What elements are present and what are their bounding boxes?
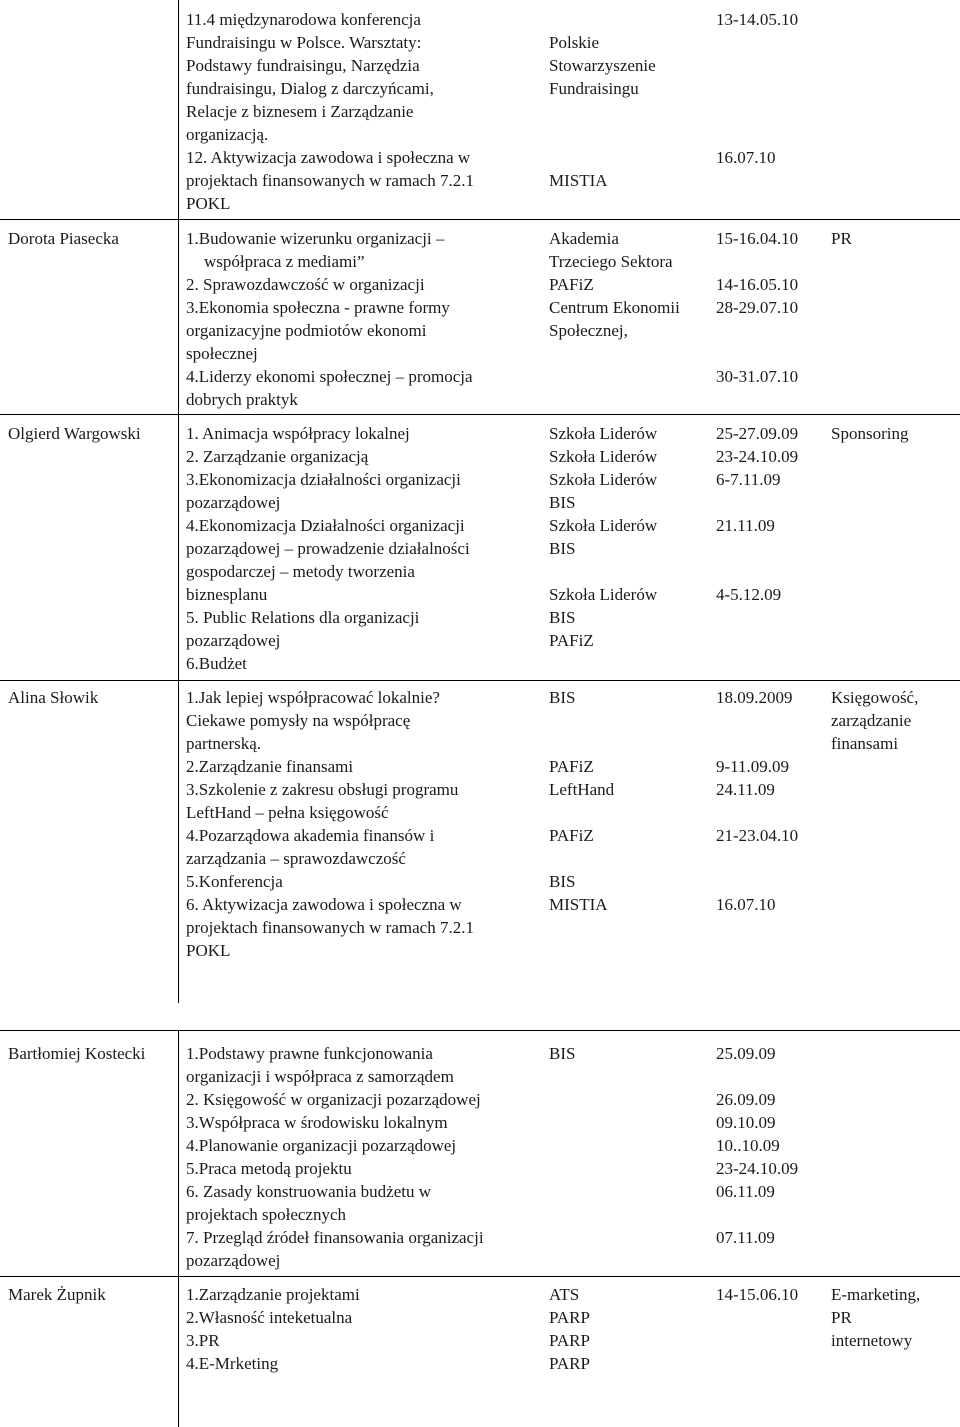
organizers: Akademia Trzeciego Sektora PAFiZ Centrum Ekonomii Społecznej, bbox=[549, 229, 680, 340]
organizers: Polskie Stowarzyszenie Fundraisingu MISTIA bbox=[549, 33, 656, 190]
grid-line bbox=[0, 680, 960, 681]
person-name: Bartłomiej Kostecki bbox=[8, 1044, 146, 1063]
training-topics: 1. Animacja współpracy lokalnej 2. Zarządzanie organizacją 3.Ekonomizacja działalności organizacji pozarządowej 4.Ekonomizacja Działalności organizacji pozarządowej – prowadzenie działalności gospodarczej – metody tworzenia biznesplanu 5. Public Relations dla organizacji pozarządowej 6.Budżet bbox=[186, 424, 470, 673]
grid-line bbox=[178, 0, 179, 1003]
topic-line: współpraca z mediami” bbox=[204, 252, 365, 271]
training-dates: 14-15.06.10 bbox=[716, 1285, 799, 1304]
grid-line bbox=[0, 1030, 960, 1031]
training-dates: 13-14.05.10 16.07.10 bbox=[716, 10, 799, 167]
grid-line bbox=[178, 1030, 179, 1427]
training-dates: 18.09.2009 9-11.09.09 24.11.09 21-23.04.10 16.07.10 bbox=[716, 688, 799, 914]
organizers: BIS bbox=[549, 1044, 576, 1063]
specialty: E-marketing, PR internetowy bbox=[831, 1285, 921, 1350]
training-topics: 1.Podstawy prawne funkcjonowania organizacji i współpraca z samorządem 2. Księgowość w organizacji pozarządowej 3.Współpraca w środowisku lokalnym 4.Planowanie organizacji pozarządowej 5.Praca metodą projektu 6. Zasady konstruowania budżetu w projektach społecznych 7. Przegląd źródeł finansowania organizacji pozarządowej bbox=[186, 1044, 484, 1270]
grid-line bbox=[0, 1276, 960, 1277]
training-topics: 1.Zarządzanie projektami 2.Własność inteketualna 3.PR 4.E-Mrketing bbox=[186, 1285, 360, 1373]
person-name: Alina Słowik bbox=[8, 688, 99, 707]
specialty: Sponsoring bbox=[831, 424, 909, 443]
training-dates: 15-16.04.10 14-16.05.10 28-29.07.10 30-31.07.10 bbox=[716, 229, 799, 386]
specialty: Księgowość, zarządzanie finansami bbox=[831, 688, 919, 753]
training-dates: 25-27.09.09 23-24.10.09 6-7.11.09 21.11.09 4-5.12.09 bbox=[716, 424, 799, 604]
person-name: Dorota Piasecka bbox=[8, 229, 119, 248]
training-topics: 1.Budowanie wizerunku organizacji – współpraca z mediami” 2. Sprawozdawczość w organizacji 3.Ekonomia społeczna - prawne formy organizacyjne podmiotów ekonomi społecznej 4.Liderzy ekonomi społecznej – promocja dobrych praktyk bbox=[186, 229, 473, 409]
organizers: Szkoła Liderów Szkoła Liderów Szkoła Liderów BIS Szkoła Liderów BIS Szkoła Liderów BIS PAFiZ bbox=[549, 424, 658, 650]
training-topics: 11.4 międzynarodowa konferencja Fundraisingu w Polsce. Warsztaty: Podstawy fundraisingu, Narzędzia fundraisingu, Dialog z darczyńcami, Relacje z biznesem i Zarządzanie organizacją. 12. Aktywizacja zawodowa i społeczna w projektach finansowanych w ramach 7.2.1 POKL bbox=[186, 10, 474, 213]
person-name: Marek Żupnik bbox=[8, 1285, 106, 1304]
training-topics: 1.Jak lepiej współpracować lokalnie? Ciekawe pomysły na współpracę partnerską. 2.Zarządzanie finansami 3.Szkolenie z zakresu obsługi programu LeftHand – pełna księgowość 4.Pozarządowa akademia finansów i zarządzania – sprawozdawczość 5.Konferencja 6. Aktywizacja zawodowa i społeczna w projektach finansowanych w ramach 7.2.1 POKL bbox=[186, 688, 474, 960]
specialty: PR bbox=[831, 229, 852, 248]
person-name: Olgierd Wargowski bbox=[8, 424, 141, 443]
training-dates: 25.09.09 26.09.09 09.10.09 10..10.09 23-24.10.09 06.11.09 07.11.09 bbox=[716, 1044, 799, 1247]
grid-line bbox=[0, 414, 960, 415]
grid-line bbox=[0, 219, 960, 220]
organizers: BIS PAFiZ LeftHand PAFiZ BIS MISTIA bbox=[549, 688, 615, 914]
organizers: ATS PARP PARP PARP bbox=[549, 1285, 590, 1373]
